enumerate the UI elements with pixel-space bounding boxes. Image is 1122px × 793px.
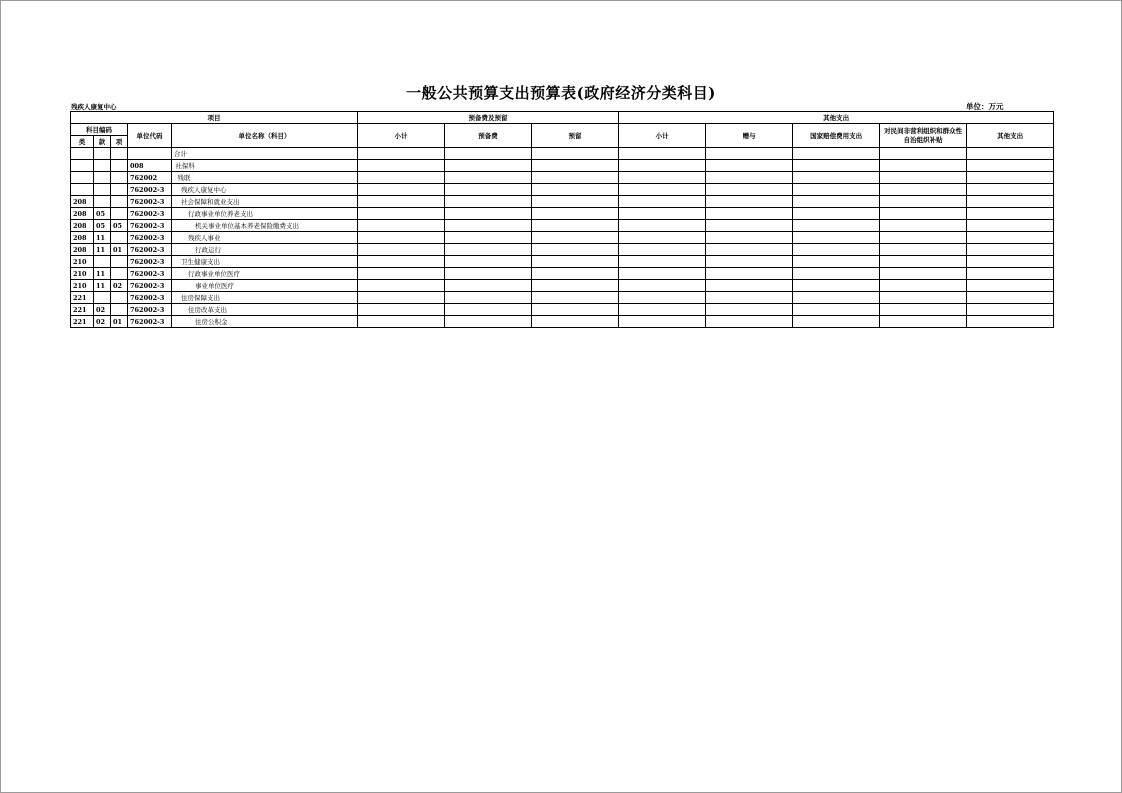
cell-amount <box>793 148 880 160</box>
cell-amount <box>358 268 445 280</box>
cell-amount <box>880 256 967 268</box>
cell-unit-code: 762002-3 <box>128 292 172 304</box>
cell-amount <box>793 160 880 172</box>
cell-unit-name: 社保科 <box>172 160 358 172</box>
cell-amount <box>880 232 967 244</box>
cell-lei <box>71 184 94 196</box>
cell-amount <box>358 292 445 304</box>
cell-amount <box>880 196 967 208</box>
cell-amount <box>445 232 532 244</box>
cell-amount <box>532 232 619 244</box>
cell-kuan: 11 <box>94 268 111 280</box>
cell-unit-name: 行政运行 <box>172 244 358 256</box>
cell-amount <box>358 184 445 196</box>
table-row <box>71 316 1054 328</box>
cell-unit-name: 机关事业单位基本养老保险缴费支出 <box>172 220 358 232</box>
cell-kuan <box>94 148 111 160</box>
cell-amount <box>793 256 880 268</box>
cell-lei <box>71 172 94 184</box>
table-row <box>71 172 1054 184</box>
cell-amount <box>793 220 880 232</box>
cell-amount <box>445 172 532 184</box>
table-row <box>71 268 1054 280</box>
cell-amount <box>445 280 532 292</box>
cell-unit-code: 762002-3 <box>128 280 172 292</box>
cell-amount <box>532 256 619 268</box>
cell-amount <box>619 292 706 304</box>
cell-unit-code: 762002 <box>128 172 172 184</box>
header-row-columns <box>71 124 1054 136</box>
unit-label: 单位：万元 <box>966 102 1004 111</box>
cell-amount <box>532 208 619 220</box>
cell-amount <box>880 220 967 232</box>
cell-xiang: 05 <box>111 220 128 232</box>
cell-lei: 208 <box>71 244 94 256</box>
cell-amount <box>706 256 793 268</box>
cell-amount <box>706 208 793 220</box>
cell-xiang <box>111 232 128 244</box>
cell-unit-name: 事业单位医疗 <box>172 280 358 292</box>
table-row <box>71 256 1054 268</box>
cell-amount <box>967 244 1054 256</box>
cell-amount <box>358 316 445 328</box>
cell-amount <box>706 316 793 328</box>
cell-xiang: 02 <box>111 280 128 292</box>
header-subsidy: 对民间非营利组织和群众性自治组织补贴 <box>884 126 963 144</box>
cell-amount <box>445 268 532 280</box>
cell-amount <box>793 292 880 304</box>
cell-unit-code: 762002-3 <box>128 316 172 328</box>
cell-amount <box>706 244 793 256</box>
cell-lei: 210 <box>71 280 94 292</box>
header-other-group: 其他支出 <box>619 112 1054 124</box>
header-compensation: 国家赔偿费用支出 <box>793 124 880 148</box>
cell-xiang <box>111 160 128 172</box>
cell-xiang <box>111 184 128 196</box>
cell-amount <box>532 292 619 304</box>
cell-amount <box>706 148 793 160</box>
cell-amount <box>706 304 793 316</box>
cell-kuan: 02 <box>94 304 111 316</box>
cell-amount <box>358 160 445 172</box>
cell-lei: 210 <box>71 268 94 280</box>
cell-amount <box>532 244 619 256</box>
cell-amount <box>793 232 880 244</box>
cell-amount <box>880 316 967 328</box>
header-kuan: 款 <box>94 136 111 148</box>
cell-amount <box>358 220 445 232</box>
cell-amount <box>967 256 1054 268</box>
cell-amount <box>445 160 532 172</box>
cell-amount <box>358 172 445 184</box>
header-other-exp: 其他支出 <box>967 124 1054 148</box>
cell-amount <box>967 196 1054 208</box>
header-unit-name: 单位名称（科目） <box>172 124 358 148</box>
cell-amount <box>793 316 880 328</box>
cell-amount <box>532 196 619 208</box>
cell-amount <box>532 160 619 172</box>
cell-xiang <box>111 256 128 268</box>
cell-xiang <box>111 304 128 316</box>
cell-amount <box>619 172 706 184</box>
cell-unit-code: 762002-3 <box>128 304 172 316</box>
cell-amount <box>619 184 706 196</box>
header-unit-code: 单位代码 <box>128 124 172 148</box>
cell-amount <box>880 292 967 304</box>
cell-unit-name: 卫生健康支出 <box>172 256 358 268</box>
table-row <box>71 220 1054 232</box>
cell-unit-code: 762002-3 <box>128 184 172 196</box>
cell-amount <box>532 184 619 196</box>
table-row <box>71 184 1054 196</box>
cell-amount <box>358 196 445 208</box>
cell-unit-name: 住房公积金 <box>172 316 358 328</box>
header-reserve-group: 预备费及预留 <box>358 112 619 124</box>
cell-amount <box>706 220 793 232</box>
cell-amount <box>358 304 445 316</box>
cell-amount <box>619 268 706 280</box>
cell-amount <box>532 280 619 292</box>
cell-unit-code: 762002-3 <box>128 268 172 280</box>
cell-lei <box>71 148 94 160</box>
header-other-subtotal: 小计 <box>619 124 706 148</box>
cell-amount <box>619 280 706 292</box>
cell-amount <box>358 244 445 256</box>
cell-amount <box>619 232 706 244</box>
cell-amount <box>619 220 706 232</box>
cell-amount <box>445 292 532 304</box>
cell-amount <box>532 172 619 184</box>
cell-amount <box>445 316 532 328</box>
cell-amount <box>445 256 532 268</box>
cell-xiang <box>111 292 128 304</box>
cell-unit-code: 762002-3 <box>128 196 172 208</box>
cell-amount <box>706 232 793 244</box>
cell-amount <box>619 244 706 256</box>
cell-amount <box>967 220 1054 232</box>
cell-lei: 221 <box>71 316 94 328</box>
cell-xiang: 01 <box>111 316 128 328</box>
cell-unit-code <box>128 148 172 160</box>
cell-amount <box>967 148 1054 160</box>
cell-kuan: 11 <box>94 244 111 256</box>
cell-amount <box>967 280 1054 292</box>
cell-lei: 221 <box>71 292 94 304</box>
cell-unit-code: 762002-3 <box>128 256 172 268</box>
header-project: 项目 <box>71 112 358 124</box>
table-row <box>71 280 1054 292</box>
page-title: 一般公共预算支出预算表(政府经济分类科目) <box>406 84 716 102</box>
cell-kuan <box>94 196 111 208</box>
cell-xiang: 01 <box>111 244 128 256</box>
cell-unit-name: 住房保障支出 <box>172 292 358 304</box>
cell-amount <box>793 280 880 292</box>
table-row <box>71 148 1054 160</box>
cell-amount <box>445 196 532 208</box>
cell-amount <box>880 148 967 160</box>
cell-amount <box>445 184 532 196</box>
table-row <box>71 232 1054 244</box>
org-name: 残疾人康复中心 <box>71 103 117 111</box>
cell-unit-name: 行政事业单位养老支出 <box>172 208 358 220</box>
cell-amount <box>445 304 532 316</box>
cell-kuan <box>94 172 111 184</box>
cell-kuan <box>94 160 111 172</box>
cell-unit-name: 残疾人康复中心 <box>172 184 358 196</box>
cell-lei: 208 <box>71 196 94 208</box>
header-reserve-subtotal: 小计 <box>358 124 445 148</box>
table-row <box>71 292 1054 304</box>
table-row <box>71 196 1054 208</box>
cell-xiang <box>111 196 128 208</box>
cell-unit-name: 社会保障和就业支出 <box>172 196 358 208</box>
cell-xiang <box>111 148 128 160</box>
cell-amount <box>967 160 1054 172</box>
cell-amount <box>793 208 880 220</box>
header-reserve-keep: 预留 <box>532 124 619 148</box>
cell-amount <box>793 244 880 256</box>
table-body <box>71 148 1054 328</box>
cell-amount <box>619 256 706 268</box>
cell-amount <box>793 184 880 196</box>
cell-amount <box>532 220 619 232</box>
cell-unit-name: 合计 <box>172 148 358 160</box>
header-subject-code: 科目编码 <box>71 124 128 136</box>
cell-amount <box>706 292 793 304</box>
cell-amount <box>358 256 445 268</box>
cell-lei: 208 <box>71 232 94 244</box>
table-row <box>71 304 1054 316</box>
cell-amount <box>619 160 706 172</box>
header-xiang: 项 <box>111 136 128 148</box>
cell-amount <box>619 196 706 208</box>
cell-xiang <box>111 268 128 280</box>
cell-amount <box>967 208 1054 220</box>
cell-amount <box>532 268 619 280</box>
cell-amount <box>967 292 1054 304</box>
cell-lei: 210 <box>71 256 94 268</box>
cell-xiang <box>111 208 128 220</box>
cell-kuan: 02 <box>94 316 111 328</box>
cell-amount <box>706 172 793 184</box>
header-row-groups <box>71 112 1054 124</box>
cell-amount <box>967 232 1054 244</box>
cell-unit-name: 残疾人事业 <box>172 232 358 244</box>
cell-amount <box>793 172 880 184</box>
cell-unit-code: 762002-3 <box>128 208 172 220</box>
cell-unit-name: 行政事业单位医疗 <box>172 268 358 280</box>
cell-amount <box>793 268 880 280</box>
cell-amount <box>967 184 1054 196</box>
cell-amount <box>793 304 880 316</box>
cell-amount <box>967 268 1054 280</box>
cell-amount <box>880 244 967 256</box>
cell-amount <box>532 148 619 160</box>
cell-kuan: 11 <box>94 232 111 244</box>
cell-amount <box>532 304 619 316</box>
cell-unit-code: 762002-3 <box>128 244 172 256</box>
cell-unit-code: 762002-3 <box>128 220 172 232</box>
cell-amount <box>880 268 967 280</box>
cell-unit-code: 762002-3 <box>128 232 172 244</box>
cell-amount <box>880 184 967 196</box>
cell-amount <box>967 316 1054 328</box>
cell-kuan: 11 <box>94 280 111 292</box>
cell-amount <box>619 316 706 328</box>
cell-amount <box>358 280 445 292</box>
cell-xiang <box>111 172 128 184</box>
budget-table <box>70 111 1054 328</box>
cell-kuan: 05 <box>94 220 111 232</box>
cell-amount <box>358 148 445 160</box>
cell-lei: 208 <box>71 208 94 220</box>
cell-amount <box>706 196 793 208</box>
cell-amount <box>445 148 532 160</box>
cell-amount <box>358 232 445 244</box>
cell-unit-name: 住房改革支出 <box>172 304 358 316</box>
header-lei: 类 <box>71 136 94 148</box>
cell-unit-code: 008 <box>128 160 172 172</box>
cell-amount <box>619 304 706 316</box>
cell-kuan: 05 <box>94 208 111 220</box>
cell-amount <box>445 208 532 220</box>
cell-amount <box>706 268 793 280</box>
cell-amount <box>619 148 706 160</box>
cell-amount <box>619 208 706 220</box>
cell-amount <box>967 304 1054 316</box>
cell-amount <box>706 184 793 196</box>
cell-amount <box>445 220 532 232</box>
cell-amount <box>445 244 532 256</box>
cell-amount <box>358 208 445 220</box>
cell-unit-name: 残联 <box>172 172 358 184</box>
cell-kuan <box>94 292 111 304</box>
cell-lei <box>71 160 94 172</box>
cell-lei: 208 <box>71 220 94 232</box>
table-row <box>71 208 1054 220</box>
table-row <box>71 244 1054 256</box>
header-reserve-fee: 预备费 <box>445 124 532 148</box>
cell-kuan <box>94 256 111 268</box>
cell-amount <box>880 172 967 184</box>
cell-amount <box>706 160 793 172</box>
cell-amount <box>880 208 967 220</box>
cell-amount <box>967 172 1054 184</box>
cell-amount <box>706 280 793 292</box>
cell-amount <box>880 160 967 172</box>
cell-amount <box>880 304 967 316</box>
table-row <box>71 160 1054 172</box>
cell-amount <box>793 196 880 208</box>
cell-amount <box>880 280 967 292</box>
cell-lei: 221 <box>71 304 94 316</box>
cell-kuan <box>94 184 111 196</box>
header-gift: 赠与 <box>706 124 793 148</box>
cell-amount <box>532 316 619 328</box>
